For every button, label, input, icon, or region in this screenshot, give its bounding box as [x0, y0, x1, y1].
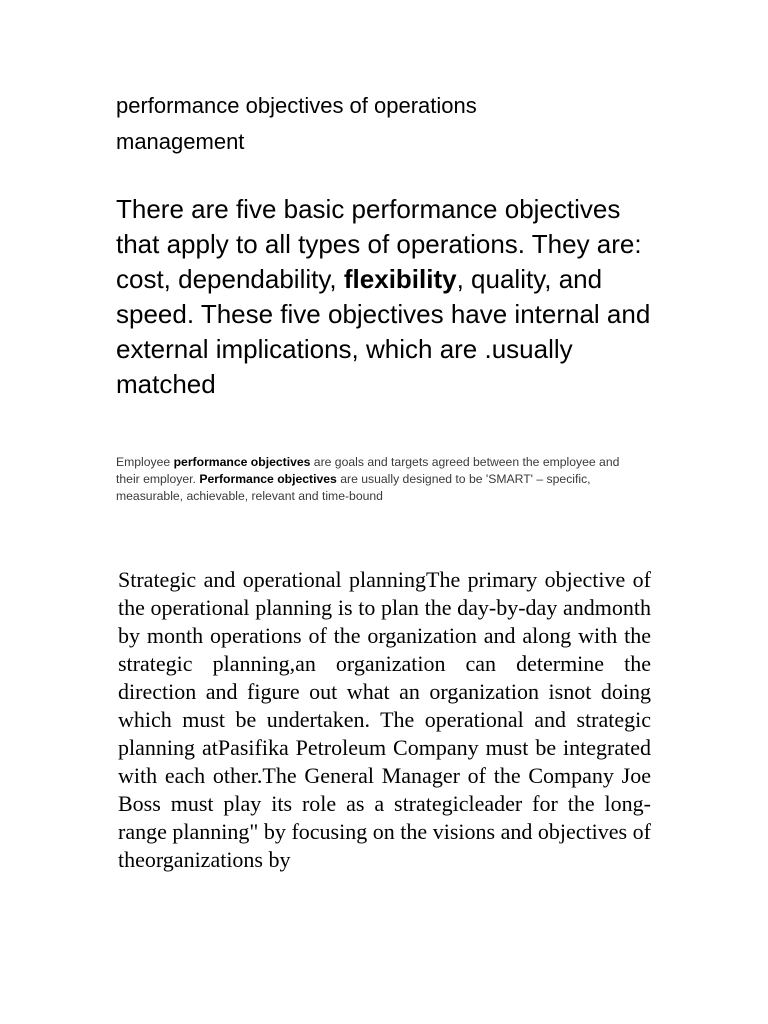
- heading-line-1: performance objectives of operations: [116, 93, 477, 118]
- intro-paragraph: [116, 192, 656, 402]
- intro-text-2: , quality, and speed. These five objectives have internal and external implications, which are .usually matched: [116, 264, 651, 399]
- definition-text-3: are usually designed to be 'SMART' – specific, measurable, achievable, relevant and time-bound: [116, 472, 591, 503]
- document-heading: [116, 88, 676, 160]
- intro-text-1: There are five basic performance objectives that apply to all types of operations. They are: cost, dependability,: [116, 194, 642, 294]
- definition-text-2: are goals and targets agreed between the employee and their employer.: [116, 455, 620, 486]
- heading-line-2: management: [116, 129, 245, 154]
- body-paragraph: Strategic and operational planningThe primary objective of the operational planning is to plan the day-by-day andmonth by month operations of the organization and along with the strategic planning,an organization can determine the direction and figure out what an organization isnot doing which must be undertaken. The operational and strategic planning atPasifika Petroleum Company must be integrated with each other.The General Manager of the Company Joe Boss must play its role as a strategicleader for the long-range planning" by focusing on the visions and objectives of theorganizations by: [118, 567, 651, 872]
- definition-paragraph: [116, 454, 646, 505]
- definition-bold-2: Performance objectives: [199, 472, 337, 486]
- definition-bold-1: performance objectives: [173, 455, 311, 469]
- definition-text-1: Employee: [116, 455, 174, 469]
- intro-bold-flexibility: flexibility: [343, 264, 457, 294]
